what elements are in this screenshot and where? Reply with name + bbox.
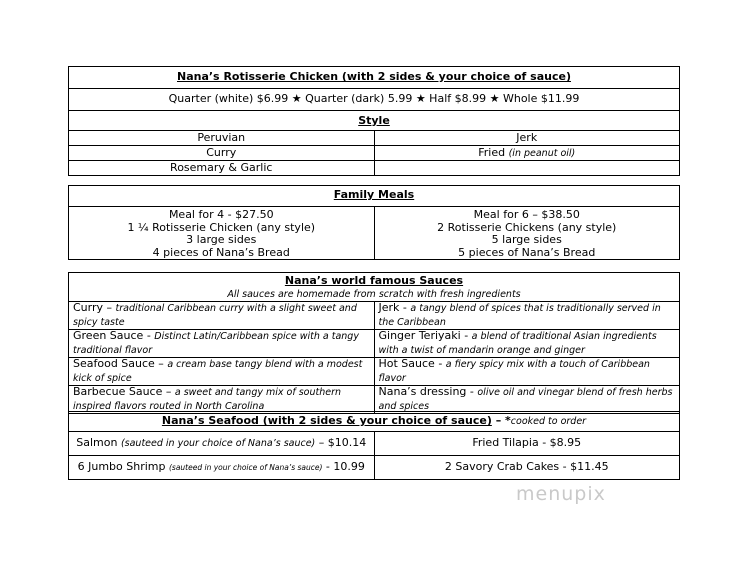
- sauce-hot-desc: a fiery spicy mix with a touch of Caribbean flavor: [378, 359, 650, 384]
- seafood-salmon: [69, 432, 375, 456]
- sauces-title: Nana’s world famous Sauces: [284, 274, 464, 287]
- sauce-ginger: [374, 330, 680, 358]
- seafood-tilapia: Fried Tilapia - $8.95: [374, 432, 680, 456]
- style-jerk: Jerk: [374, 131, 680, 146]
- salmon-note: (sauteed in your choice of Nana’s sauce): [120, 438, 316, 449]
- chicken-title-cell: [69, 67, 680, 89]
- shrimp-name: 6 Jumbo Shrimp: [77, 460, 169, 473]
- sauce-dressing-desc: olive oil and vinegar blend of fresh herbs and spices: [378, 387, 673, 412]
- sauces-subtitle: All sauces are homemade from scratch with fresh ingredients: [227, 288, 521, 300]
- sauce-green-desc: Distinct Latin/Caribbean spice with a tangy traditional flavor: [73, 331, 359, 356]
- seafood-title: Nana’s Seafood (with 2 sides & your choice of sauce): [161, 414, 492, 427]
- style-header: Style: [358, 114, 390, 127]
- meal4-sides: 3 large sides: [186, 233, 257, 246]
- sauce-jerk-name: Jerk -: [378, 301, 411, 314]
- style-rosemary: Rosemary & Garlic: [69, 161, 375, 176]
- shrimp-note: (sauteed in your choice of Nana’s sauce): [169, 463, 323, 472]
- sauce-curry-desc: traditional Caribbean curry with a slight sweet and spicy taste: [73, 303, 357, 328]
- sauce-bbq-name: Barbecue Sauce –: [73, 385, 175, 398]
- sauce-hot: [374, 358, 680, 386]
- chicken-prices: Quarter (white) $6.99 ★ Quarter (dark) 5.99 ★ Half $8.99 ★ Whole $11.99: [69, 89, 680, 111]
- meal-for-4: [69, 207, 375, 260]
- family-meals-table: [68, 185, 680, 260]
- meal4-name: Meal for 4 - $27.50: [168, 208, 274, 221]
- sauce-bbq: [69, 386, 375, 414]
- sauce-ginger-desc: a blend of traditional Asian ingredients with a twist of mandarin orange and ginger: [378, 331, 657, 356]
- meal-for-6: [374, 207, 680, 260]
- sauce-hot-name: Hot Sauce -: [378, 357, 446, 370]
- sauce-curry-name: Curry –: [73, 301, 116, 314]
- sauces-table: [68, 272, 680, 414]
- seafood-title-cell: [69, 412, 680, 432]
- sauce-curry: [69, 302, 375, 330]
- style-fried: Fried: [478, 145, 506, 159]
- style-empty: [374, 161, 680, 176]
- meal6-sides: 5 large sides: [491, 233, 562, 246]
- sauces-header-cell: [69, 273, 680, 302]
- seafood-title-dash: – *: [491, 414, 511, 427]
- seafood-title-note: cooked to order: [510, 416, 587, 427]
- sauce-seafood-name: Seafood Sauce –: [73, 357, 168, 370]
- meal4-chicken: 1 ¼ Rotisserie Chicken (any style): [127, 220, 316, 234]
- sauce-jerk: [374, 302, 680, 330]
- sauce-dressing-name: Nana’s dressing -: [378, 385, 478, 398]
- salmon-name: Salmon: [76, 436, 121, 449]
- sauce-green-name: Green Sauce -: [73, 329, 155, 342]
- sauce-green: [69, 330, 375, 358]
- salmon-price: – $10.14: [315, 436, 367, 449]
- seafood-table: [68, 411, 680, 480]
- style-fried-note: (in peanut oil): [508, 147, 576, 159]
- sauce-bbq-desc: a sweet and tangy mix of southern inspired flavors routed in North Carolina: [73, 387, 341, 412]
- rotisserie-chicken-table: [68, 66, 680, 176]
- meal6-chicken: 2 Rotisserie Chickens (any style): [437, 220, 617, 234]
- family-title-cell: [69, 186, 680, 207]
- sauce-seafood: [69, 358, 375, 386]
- sauce-dressing: [374, 386, 680, 414]
- sauce-jerk-desc: a tangy blend of spices that is traditionally served in the Caribbean: [378, 303, 661, 328]
- meal6-name: Meal for 6 – $38.50: [473, 208, 580, 221]
- seafood-shrimp: [69, 456, 375, 480]
- sauce-ginger-name: Ginger Teriyaki -: [378, 329, 472, 342]
- style-header-cell: [69, 111, 680, 131]
- family-title: Family Meals: [333, 188, 415, 201]
- style-curry: Curry: [69, 145, 375, 161]
- meal4-bread: 4 pieces of Nana’s Bread: [152, 245, 290, 259]
- shrimp-price: - 10.99: [322, 460, 365, 473]
- meal6-bread: 5 pieces of Nana’s Bread: [458, 245, 596, 259]
- style-peruvian: Peruvian: [69, 131, 375, 146]
- menupix-watermark: menupix: [516, 483, 606, 505]
- chicken-title: Nana’s Rotisserie Chicken (with 2 sides & your choice of sauce): [177, 70, 571, 83]
- seafood-crab: 2 Savory Crab Cakes - $11.45: [374, 456, 680, 480]
- style-fried-cell: [374, 145, 680, 161]
- sauce-seafood-desc: a cream base tangy blend with a modest kick of spice: [73, 359, 363, 384]
